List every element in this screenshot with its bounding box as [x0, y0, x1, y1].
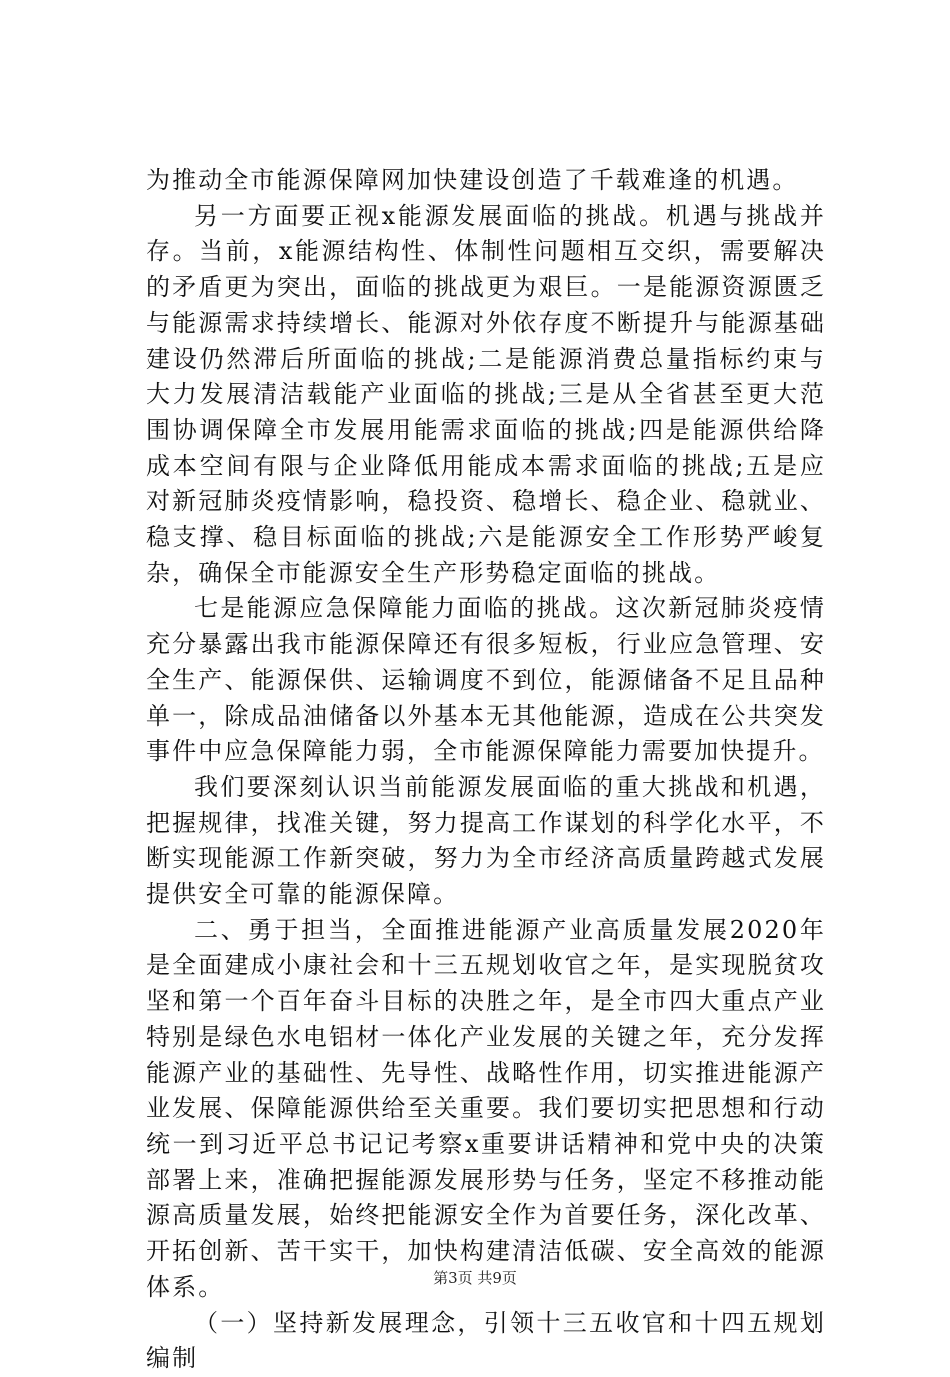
paragraph-continuation: 为推动全市能源保障网加快建设创造了千载难逢的机遇。: [146, 166, 799, 194]
page-number-footer: 第3页 共9页: [433, 1269, 517, 1287]
paragraph-emergency-capacity: 七是能源应急保障能力面临的挑战。这次新冠肺炎疫情充分暴露出我市能源保障还有很多短板，行业应急管理、安全生产、能源保供、运输调度不到位，能源储备不足且品种单一，除成品油储备以外基本无其他能源，造成在公共突发事件中应急保障能力弱，全市能源保障能力需要加快提升。: [146, 594, 826, 766]
document-body: [146, 163, 826, 1377]
paragraph-challenges: 另一方面要正视x能源发展面临的挑战。机遇与挑战并存。当前，x能源结构性、体制性问题相互交织，需要解决的矛盾更为突出，面临的挑战更为艰巨。一是能源资源匮乏与能源需求持续增长、能源对外依存度不断提升与能源基础建设仍然滞后所面临的挑战;二是能源消费总量指标约束与大力发展清洁载能产业面临的挑战;三是从全省甚至更大范围协调保障全市发展用能需求面临的挑战;四是能源供给降成本空间有限与企业降低用能成本需求面临的挑战;五是应对新冠肺炎疫情影响，稳投资、稳增长、稳企业、稳就业、稳支撑、稳目标面临的挑战;六是能源安全工作形势严峻复杂，确保全市能源安全生产形势稳定面临的挑战。: [146, 201, 826, 587]
paragraph-section-two: 二、勇于担当，全面推进能源产业高质量发展2020年是全面建成小康社会和十三五规划收官之年，是实现脱贫攻坚和第一个百年奋斗目标的决胜之年，是全市四大重点产业特别是绿色水电铝材一体化产业发展的关键之年，充分发挥能源产业的基础性、先导性、战略性作用，切实推进能源产业发展、保障能源供给至关重要。我们要切实把思想和行动统一到习近平总书记记考察x重要讲话精神和党中央的决策部署上来，准确把握能源发展形势与任务，坚定不移推动能源高质量发展，始终把能源安全作为首要任务，深化改革、开拓创新、苦干实干，加快构建清洁低碳、安全高效的能源体系。: [146, 915, 826, 1301]
subsection-heading-one: （一）坚持新发展理念，引领十三五收官和十四五规划编制: [146, 1308, 826, 1373]
paragraph-understanding: 我们要深刻认识当前能源发展面临的重大挑战和机遇，把握规律，找准关键，努力提高工作谋划的科学化水平，不断实现能源工作新突破，努力为全市经济高质量跨越式发展提供安全可靠的能源保障。: [146, 772, 826, 909]
